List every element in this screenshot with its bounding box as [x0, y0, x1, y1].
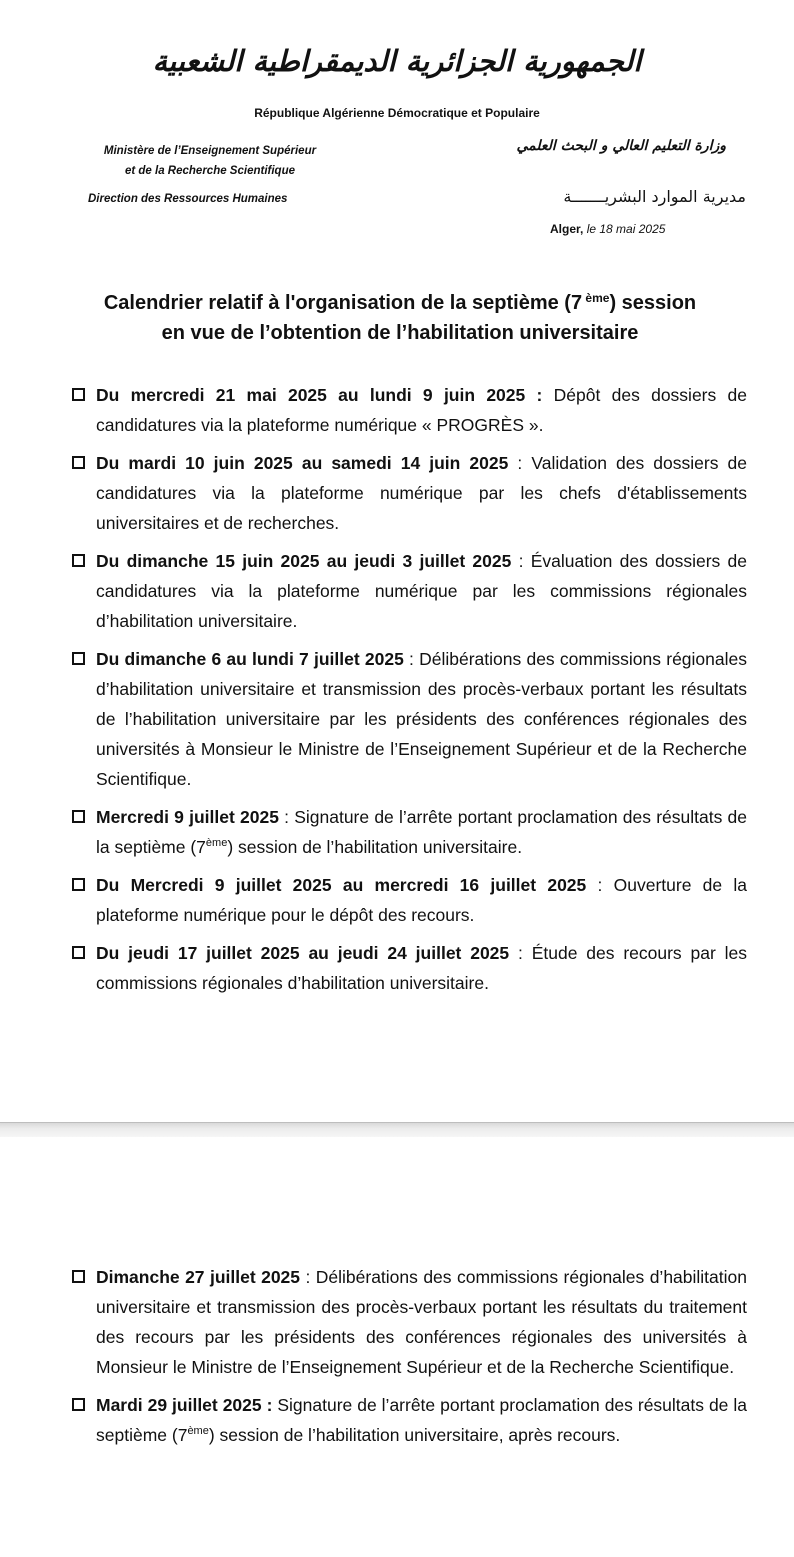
- ministry-name-french: [60, 141, 360, 181]
- title-line-2: en vue de l’obtention de l’habilitation universitaire: [161, 322, 639, 344]
- republic-title-french: République Algérienne Démocratique et Populaire: [254, 106, 540, 120]
- ministry-line-2: et de la Recherche Scientifique: [124, 165, 295, 177]
- item-date: Du mardi 10 juin 2025 au samedi 14 juin 2025: [96, 453, 509, 473]
- document-page-2: [0, 1137, 794, 1557]
- calendar-list-continued: [72, 1262, 747, 1458]
- title-superscript: ème: [582, 291, 610, 305]
- calendar-item: [72, 938, 747, 998]
- item-text: : Délibérations des commissions régionales d’habilitation universitaire et transmission des procès-verbaux portant les résultats de l’habilitation universitaire par les présidents des conférences régionales des universités à Monsieur le Ministre de l’Enseignement Supérieur et de la Recherche Scientifique.: [96, 649, 747, 789]
- calendar-item: [72, 870, 747, 930]
- item-text-end: ) session de l’habilitation universitaire.: [227, 837, 523, 857]
- item-date: Du dimanche 6 au lundi 7 juillet 2025: [96, 649, 404, 669]
- date-place: Alger,: [550, 222, 584, 236]
- page-separator: [0, 1122, 794, 1138]
- direction-name-french: Direction des Ressources Humaines: [88, 193, 288, 205]
- calendar-item: [72, 380, 747, 440]
- item-date: Du mercredi 21 mai 2025 au lundi 9 juin 2025 :: [96, 385, 543, 405]
- calendar-item: [72, 1262, 747, 1382]
- item-text: : Étude des recours par les commissions régionales d’habilitation universitaire.: [96, 943, 748, 993]
- document-title: [40, 288, 760, 348]
- item-text-end: ) session de l’habilitation universitaire, après recours.: [208, 1425, 621, 1445]
- calendar-item: [72, 644, 747, 794]
- item-date: Mercredi 9 juillet 2025: [96, 807, 279, 827]
- item-date: Du Mercredi 9 juillet 2025 au mercredi 16 juillet 2025: [96, 875, 587, 895]
- document-date: [550, 222, 665, 236]
- item-text: Signature de l’arrête portant proclamation des résultats de la septième (7: [96, 1395, 747, 1445]
- calendar-item: [72, 802, 747, 862]
- checkbox-bullet-icon: [72, 1398, 85, 1411]
- checkbox-bullet-icon: [72, 652, 85, 665]
- calendar-item: [72, 1390, 747, 1450]
- item-text: : Signature de l’arrête portant proclamation des résultats de la septième (7: [96, 807, 748, 857]
- item-superscript: ème: [187, 1425, 209, 1437]
- item-superscript: ème: [205, 837, 228, 849]
- checkbox-bullet-icon: [72, 388, 85, 401]
- item-text: Dépôt des dossiers de candidatures via la plateforme numérique « PROGRÈS ».: [96, 385, 747, 435]
- ministry-name-arabic: وزارة التعليم العالي و البحث العلمي: [516, 138, 726, 154]
- checkbox-bullet-icon: [72, 456, 85, 469]
- checkbox-bullet-icon: [72, 554, 85, 567]
- checkbox-bullet-icon: [72, 1270, 85, 1283]
- item-text: : Ouverture de la plateforme numérique pour le dépôt des recours.: [96, 875, 747, 925]
- title-line-1-text: Calendrier relatif à l'organisation de la septième (7: [103, 292, 583, 314]
- item-date: Dimanche 27 juillet 2025: [96, 1267, 301, 1287]
- date-value: le 18 mai 2025: [583, 222, 666, 236]
- ministry-line-1: Ministère de l’Enseignement Supérieur: [103, 145, 317, 157]
- item-text: : Délibérations des commissions régionales d’habilitation universitaire et transmission des procès-verbaux portant les résultats du traitement des recours par les présidents des conférences régionales des universités à Monsieur le Ministre de l’Enseignement Supérieur et de la Recherche Scientifique.: [96, 1267, 747, 1377]
- item-date: Du jeudi 17 juillet 2025 au jeudi 24 juillet 2025: [96, 943, 510, 963]
- republic-title-arabic: الجمهورية الجزائرية الديمقراطية الشعبية: [152, 44, 642, 78]
- checkbox-bullet-icon: [72, 946, 85, 959]
- item-date: Du dimanche 15 juin 2025 au jeudi 3 juillet 2025: [96, 551, 512, 571]
- item-date: Mardi 29 juillet 2025 :: [96, 1395, 273, 1415]
- calendar-item: [72, 448, 747, 538]
- title-line-1-end: ) session: [609, 292, 697, 314]
- calendar-list: [72, 380, 747, 1006]
- direction-name-arabic: مديرية الموارد البشريـــــــة: [563, 187, 746, 206]
- item-text: : Validation des dossiers de candidatures via la plateforme numérique par les chefs d'établissements universitaires et de recherches.: [96, 453, 747, 533]
- checkbox-bullet-icon: [72, 810, 85, 823]
- checkbox-bullet-icon: [72, 878, 85, 891]
- title-line-1: [40, 288, 760, 318]
- item-text: : Évaluation des dossiers de candidatures via la plateforme numérique par les commissions régionales d’habilitation universitaire.: [96, 551, 747, 631]
- calendar-item: [72, 546, 747, 636]
